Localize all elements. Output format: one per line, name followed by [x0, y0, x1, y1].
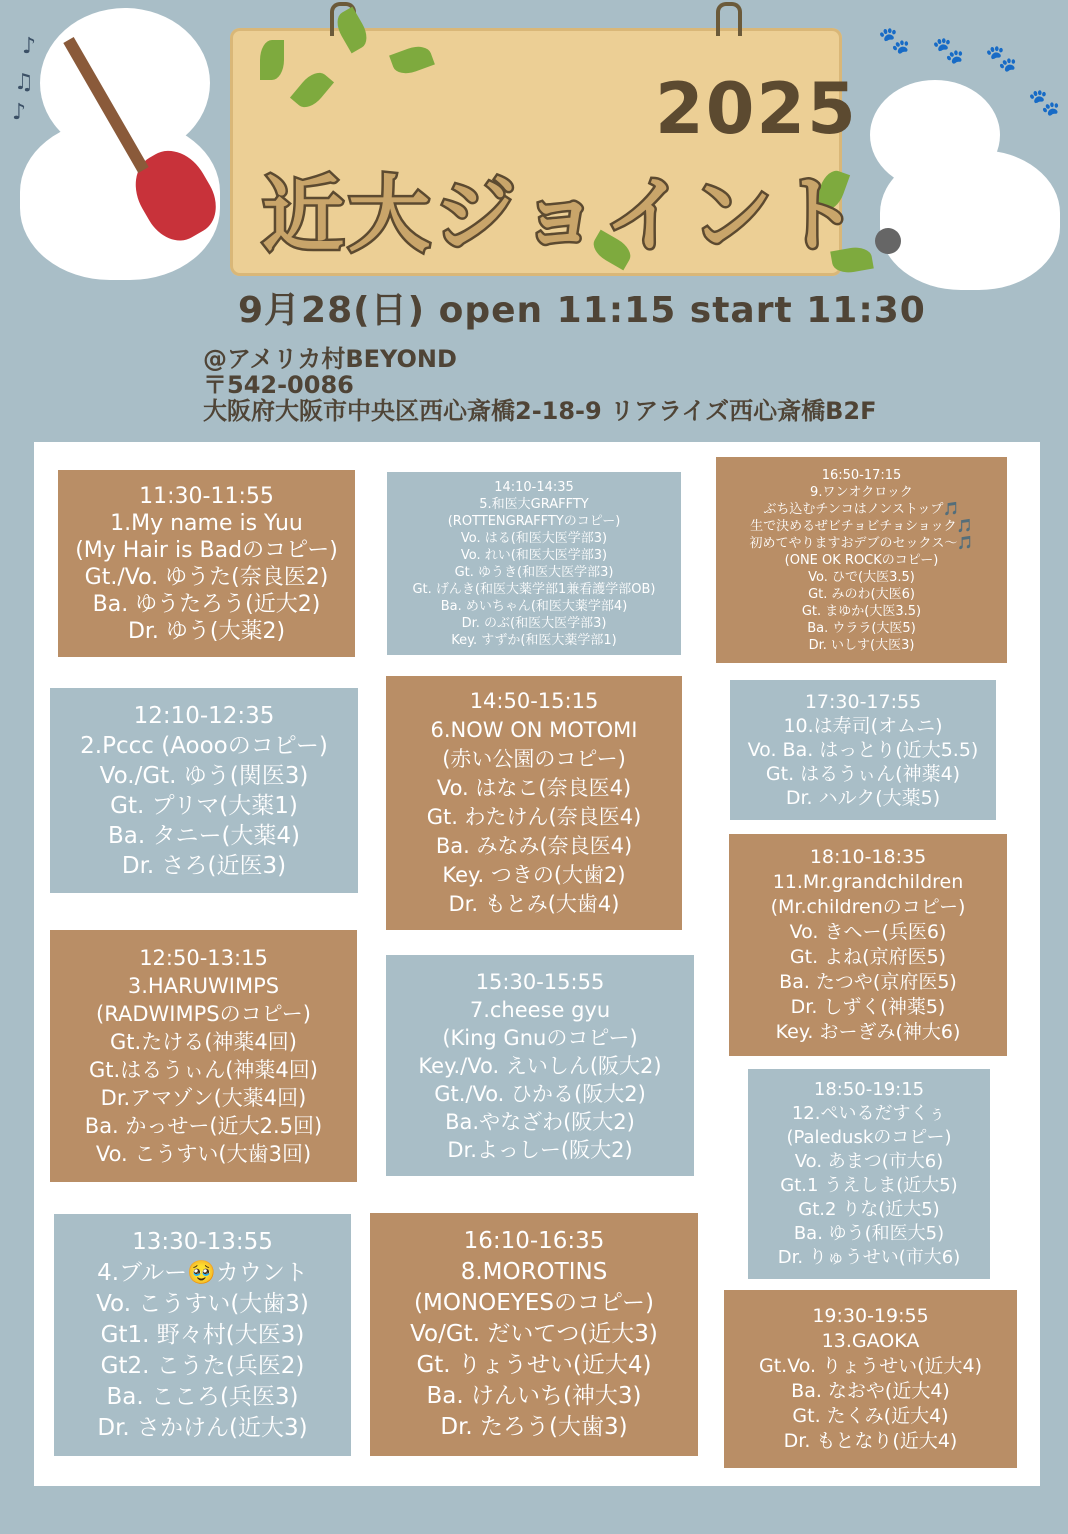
event-date-time: 9月28(日) open 11:15 start 11:30: [238, 290, 926, 331]
act-band-name: 10.は寿司(オムニ): [783, 715, 943, 737]
act-detail-line: (My Hair is Badのコピー): [75, 537, 338, 563]
act-card: [370, 1213, 698, 1456]
act-detail-line: (赤い公園のコピー): [442, 747, 626, 771]
act-detail-line: Dr. もとなり(近大4): [783, 1430, 958, 1452]
act-detail-line: Gt. プリマ(大薬1): [110, 792, 298, 819]
act-detail-line: (King Gnuのコピー): [442, 1025, 638, 1050]
act-detail-line: Dr. いしす(大医3): [808, 637, 915, 653]
paw-print-icon: 🐾: [932, 36, 965, 66]
act-detail-line: 生で決めるぜビチョビチョショック🎵: [750, 518, 973, 534]
act-card: [748, 1069, 990, 1279]
act-band-name: 3.HARUWIMPS: [127, 974, 280, 998]
act-detail-line: Gt. ゆうき(和医大医学部3): [454, 564, 614, 580]
act-detail-line: Gt1. 野々村(大医3): [100, 1321, 305, 1348]
act-detail-line: Key. おーぎみ(神大6): [775, 1021, 961, 1043]
act-detail-line: Ba. こころ(兵医3): [106, 1383, 299, 1410]
act-detail-line: Ba.やなざわ(阪大2): [445, 1109, 635, 1134]
act-detail-line: Ba. たつや(京府医5): [779, 971, 957, 993]
act-detail-line: Ba. ゆうたろう(近大2): [92, 591, 321, 617]
act-detail-line: Ba. なおや(近大4): [791, 1380, 950, 1402]
act-card: [386, 676, 682, 930]
microphone-icon: [875, 228, 901, 254]
paw-print-icon: 🐾: [878, 26, 911, 56]
act-band-name: 13.GAOKA: [821, 1330, 920, 1352]
act-detail-line: Dr. ハルク(大薬5): [785, 787, 941, 809]
act-detail-line: 初めてやりますおデブのセックス〜🎵: [749, 535, 974, 551]
act-band-name: 8.MOROTINS: [460, 1259, 608, 1285]
act-time: 15:30-15:55: [475, 969, 605, 994]
act-detail-line: Dr. のぶ(和医大医学部3): [461, 615, 607, 631]
music-note-icon: ♪: [12, 100, 27, 125]
poster-year: 2025: [655, 68, 858, 150]
act-band-name: 12.ぺいるだすくぅ: [791, 1103, 947, 1124]
act-time: 12:50-13:15: [139, 946, 268, 970]
act-detail-line: Gt.1 うえしま(近大5): [780, 1175, 958, 1196]
act-card: [58, 470, 355, 657]
act-detail-line: Gt. まゆか(大医3.5): [801, 603, 922, 619]
act-detail-line: (MONOEYESのコピー): [414, 1290, 654, 1316]
act-detail-line: Ba. かっせー(近大2.5回): [84, 1114, 323, 1138]
act-time: 12:10-12:35: [133, 702, 275, 729]
act-band-name: 6.NOW ON MOTOMI: [430, 718, 638, 742]
act-detail-line: Gt./Vo. ゆうた(奈良医2): [84, 564, 329, 590]
act-detail-line: Vo/Gt. だいてつ(近大3): [410, 1321, 658, 1347]
act-detail-line: Ba. めいちゃん(和医大薬学部4): [440, 598, 628, 614]
act-band-name: 5.和医大GRAFFTY: [479, 496, 589, 512]
act-time: 16:10-16:35: [463, 1228, 605, 1254]
venue-name: @アメリカ村BEYOND: [203, 345, 457, 373]
leaf-icon: [260, 40, 284, 80]
paw-print-icon: 🐾: [985, 44, 1018, 74]
act-detail-line: Vo./Gt. ゆう(関医3): [99, 762, 309, 789]
poster-title: 近大ジョイント: [262, 168, 863, 263]
act-detail-line: Vo. きへー(兵医6): [789, 921, 947, 943]
act-detail-line: ぶち込むチンコはノンストップ🎵: [763, 501, 960, 517]
act-detail-line: Dr. りゅうせい(市大6): [777, 1247, 961, 1268]
act-time: 18:10-18:35: [809, 846, 927, 868]
act-detail-line: Dr. もとみ(大歯4): [448, 892, 620, 916]
act-detail-line: (Mr.childrenのコピー): [770, 896, 966, 918]
act-detail-line: Vo. はる(和医大医学部3): [460, 530, 608, 546]
venue-postal-code: 〒542-0086: [203, 371, 354, 399]
act-detail-line: Gt. みのわ(大医6): [808, 586, 915, 602]
act-detail-line: Vo. こうすい(大歯3): [96, 1290, 309, 1317]
act-detail-line: Ba. ウララ(大医5): [807, 620, 916, 636]
venue-address: 大阪府大阪市中央区西心斎橋2-18-9 リアライズ西心斎橋B2F: [203, 397, 877, 425]
act-card: [716, 457, 1007, 663]
act-detail-line: Gt. りょうせい(近大4): [416, 1352, 652, 1378]
music-note-icon: ♫: [14, 70, 34, 95]
act-detail-line: Key. つきの(大歯2): [442, 863, 626, 887]
paw-print-icon: 🐾: [1028, 88, 1061, 118]
act-detail-line: Gt.たける(神薬4回): [110, 1030, 297, 1054]
act-detail-line: Gt.2 りな(近大5): [798, 1199, 940, 1220]
act-band-name: 4.ブルー🥹カウント: [97, 1259, 308, 1286]
act-detail-line: Gt.はるうぃん(神薬4回): [89, 1058, 318, 1082]
act-card: [729, 834, 1007, 1056]
act-detail-line: Vo. れい(和医大医学部3): [460, 547, 608, 563]
act-card: [50, 688, 358, 893]
act-time: 16:50-17:15: [821, 467, 902, 483]
act-band-name: 1.My name is Yuu: [110, 510, 303, 536]
act-detail-line: Ba. けんいち(神大3): [426, 1383, 642, 1409]
act-detail-line: Vo. Ba. はっとり(近大5.5): [747, 739, 979, 761]
act-detail-line: Key. すずか(和医大薬学部1): [451, 632, 617, 648]
act-detail-line: (RADWIMPSのコピー): [96, 1002, 311, 1026]
act-detail-line: Vo. あまつ(市大6): [794, 1151, 944, 1172]
act-detail-line: Gt. よね(京府医5): [789, 946, 947, 968]
act-detail-line: Dr.よっしー(阪大2): [447, 1137, 633, 1162]
act-detail-line: Gt. はるうぃん(神薬4): [765, 763, 961, 785]
act-time: 19:30-19:55: [812, 1305, 929, 1327]
act-detail-line: Ba. タニー(大薬4): [107, 822, 301, 849]
act-time: 11:30-11:55: [139, 483, 274, 509]
act-band-name: 9.ワンオクロック: [810, 484, 913, 500]
act-detail-line: Key./Vo. えいしん(阪大2): [418, 1053, 662, 1078]
act-time: 18:50-19:15: [813, 1079, 925, 1100]
act-detail-line: Gt. わたけん(奈良医4): [426, 805, 642, 829]
act-detail-line: Dr. ゆう(大薬2): [127, 618, 286, 644]
act-detail-line: (Paleduskのコピー): [786, 1127, 952, 1148]
act-time: 14:50-15:15: [469, 689, 599, 713]
act-detail-line: Dr. たろう(大歯3): [440, 1414, 628, 1440]
act-band-name: 2.Pccc (Aoooのコピー): [80, 732, 328, 759]
act-detail-line: Dr. さかけん(近大3): [97, 1414, 308, 1441]
act-time: 17:30-17:55: [804, 691, 922, 713]
act-band-name: 7.cheese gyu: [469, 997, 611, 1022]
act-detail-line: Vo. ひで(大医3.5): [808, 569, 915, 585]
act-card: [386, 955, 694, 1176]
act-card: [724, 1290, 1017, 1468]
act-detail-line: Vo. こうすい(大歯3回): [95, 1142, 312, 1166]
act-band-name: 11.Mr.grandchildren: [772, 871, 964, 893]
act-card: [54, 1214, 351, 1456]
act-card: [730, 680, 996, 820]
act-time: 14:10-14:35: [494, 479, 574, 495]
act-detail-line: Gt.Vo. りょうせい(近大4): [758, 1355, 983, 1377]
act-detail-line: (ONE OK ROCKのコピー): [784, 552, 939, 568]
act-card: [50, 930, 357, 1182]
act-time: 13:30-13:55: [132, 1228, 273, 1255]
act-detail-line: (ROTTENGRAFFTYのコピー): [447, 513, 621, 529]
act-detail-line: Ba. ゆう(和医大5): [793, 1223, 945, 1244]
act-detail-line: Dr.アマゾン(大薬4回): [100, 1086, 307, 1110]
act-detail-line: Gt./Vo. ひかる(阪大2): [434, 1081, 646, 1106]
poster-header: [0, 0, 1068, 440]
act-detail-line: Gt. たくみ(近大4): [792, 1405, 949, 1427]
act-detail-line: Gt. げんき(和医大薬学部1兼看護学部OB): [412, 581, 656, 597]
act-card: [387, 472, 681, 655]
act-detail-line: Dr. しずく(神薬5): [790, 996, 946, 1018]
act-detail-line: Ba. みなみ(奈良医4): [435, 834, 633, 858]
music-note-icon: ♪: [22, 34, 37, 59]
polar-bear-body: [880, 150, 1060, 290]
act-detail-line: Dr. さろ(近医3): [121, 852, 287, 879]
act-detail-line: Gt2. こうた(兵医2): [100, 1352, 305, 1379]
act-detail-line: Vo. はなこ(奈良医4): [436, 776, 632, 800]
